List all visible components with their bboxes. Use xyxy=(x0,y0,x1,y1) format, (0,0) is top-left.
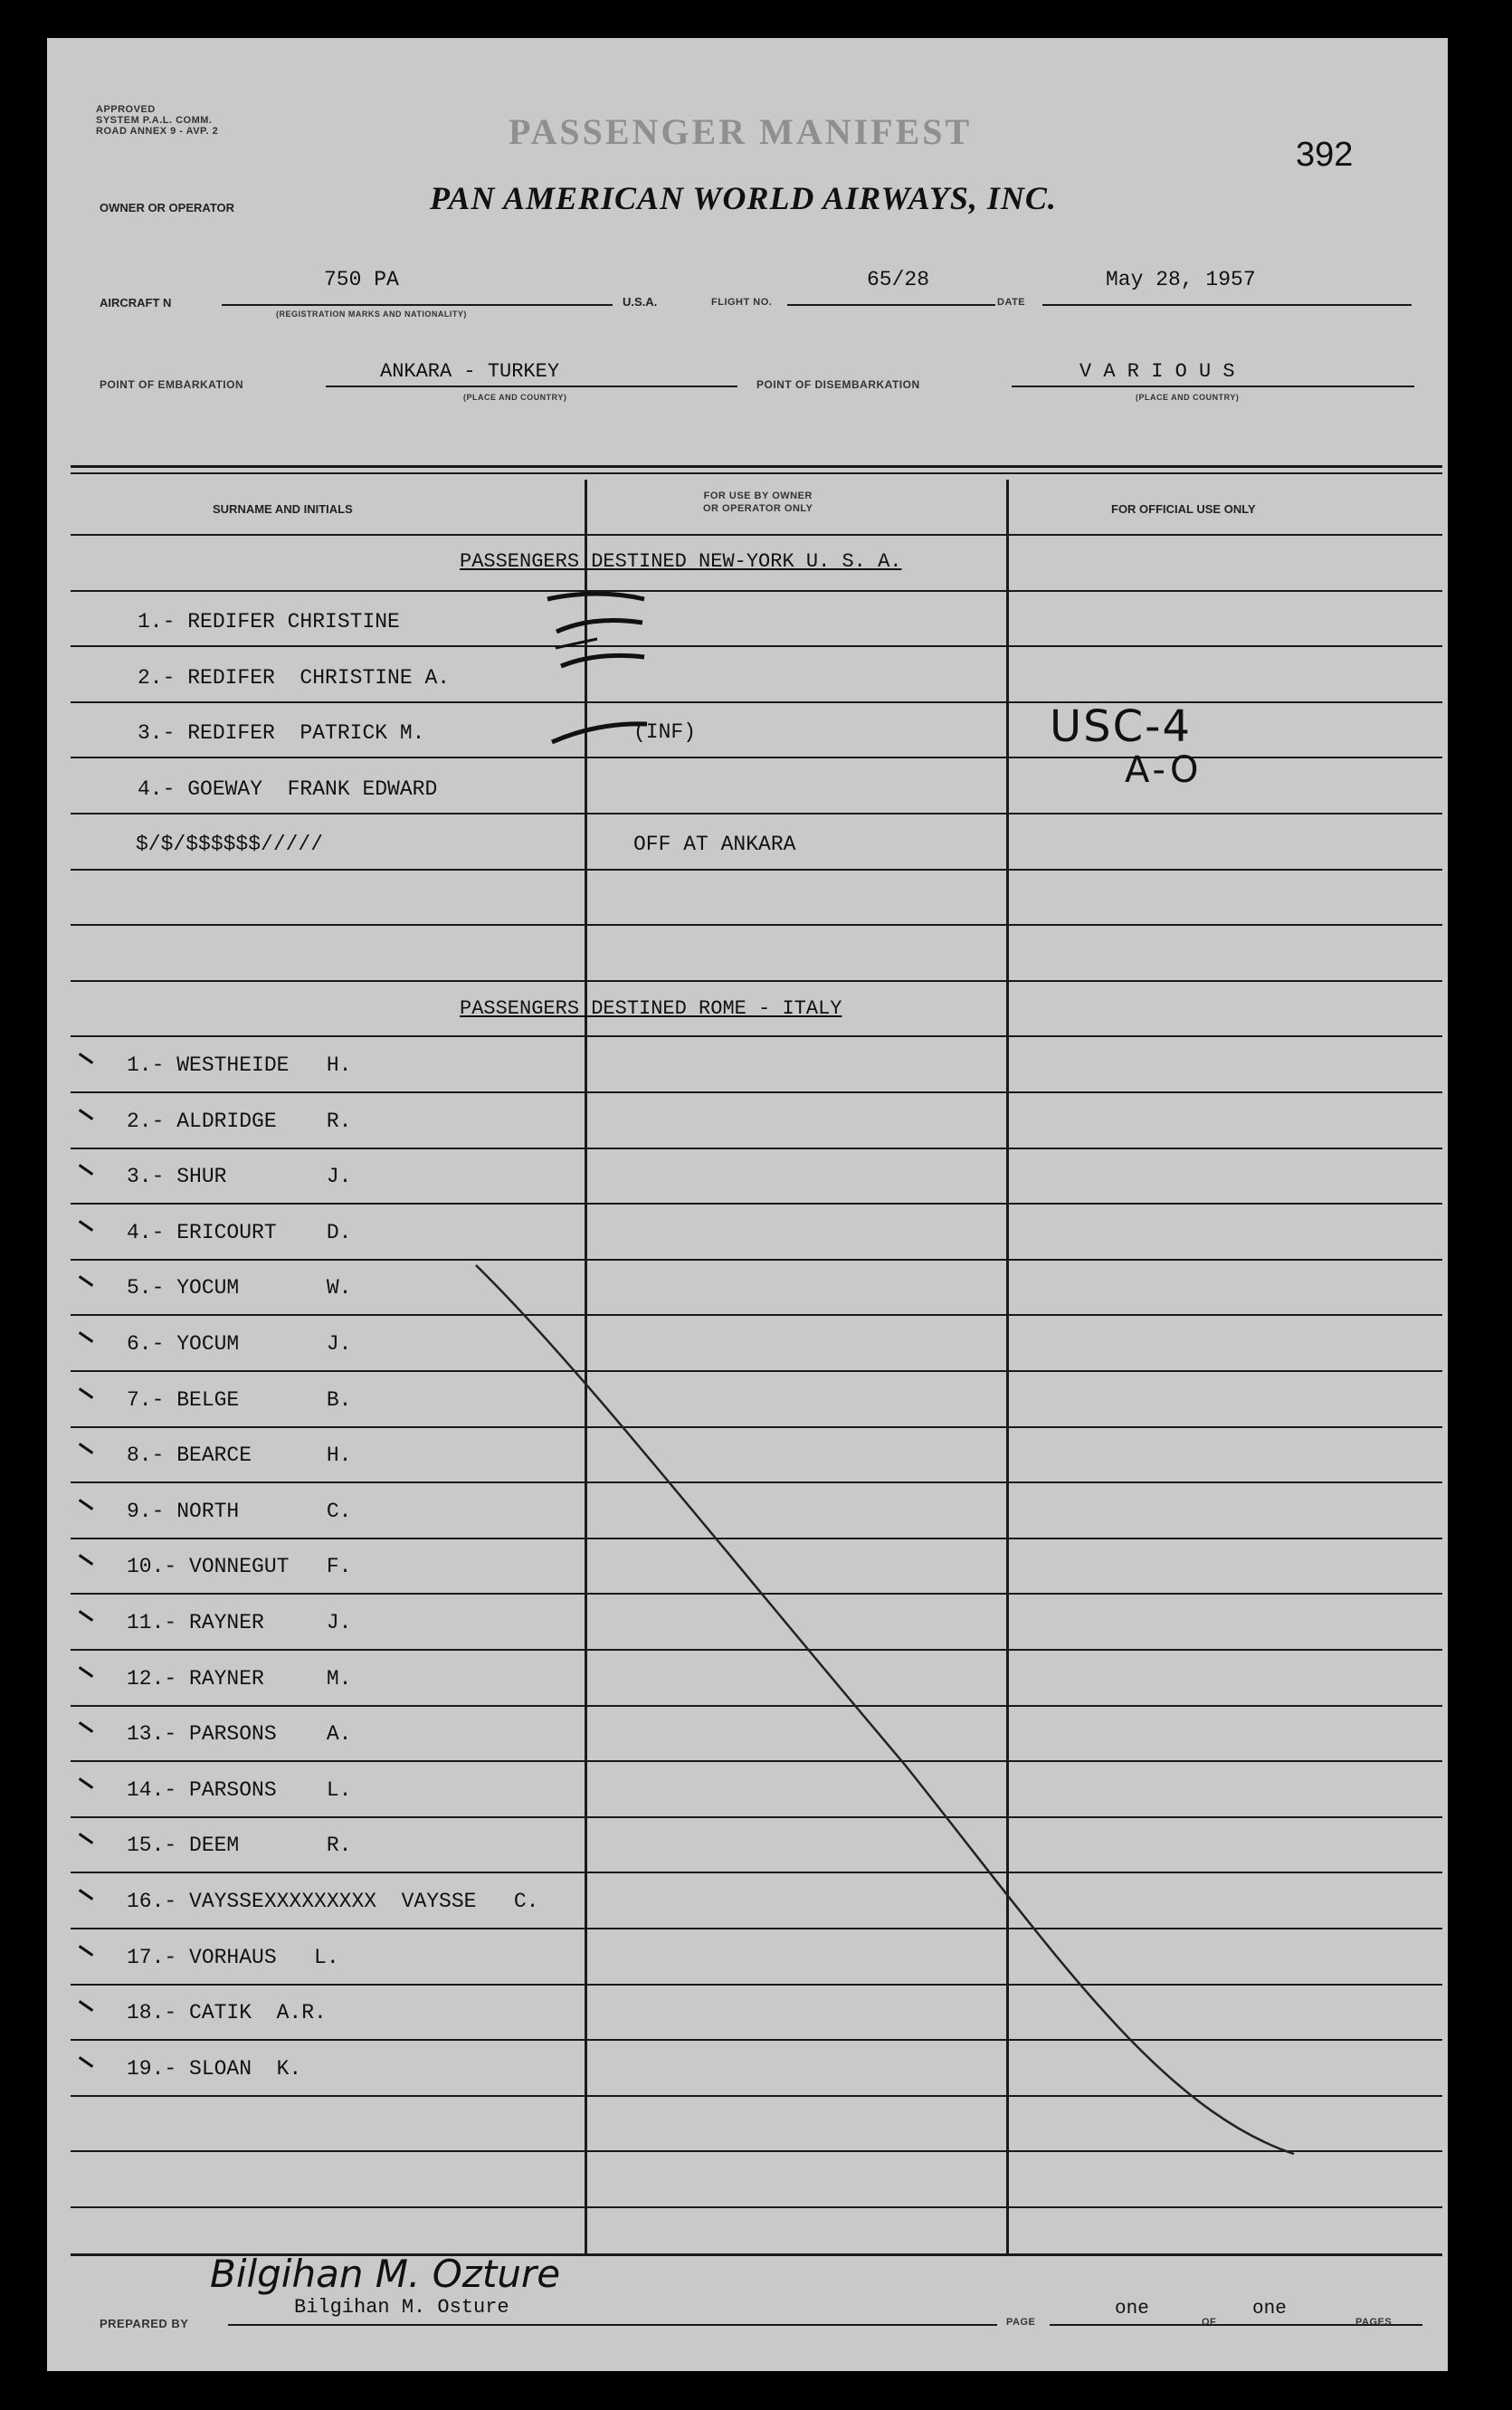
passenger-entry: 1.- WESTHEIDE H. xyxy=(127,1053,352,1077)
infant-note: (INF) xyxy=(633,720,697,744)
passenger-entry: 15.- DEEM R. xyxy=(127,1834,352,1857)
page-value: one xyxy=(1115,2299,1149,2320)
table-rule xyxy=(71,924,1442,926)
passenger-entry: 9.- NORTH C. xyxy=(127,1500,352,1523)
approval-line: ROAD ANNEX 9 - AVP. 2 xyxy=(96,126,219,137)
passenger-entry: 2.- REDIFER CHRISTINE A. xyxy=(138,666,451,690)
owner-use-column-header xyxy=(703,490,813,515)
embarkation-label: POINT OF EMBARKATION xyxy=(100,378,244,391)
of-label: OF xyxy=(1202,2317,1217,2328)
official-note-ao: A-O xyxy=(1125,749,1203,791)
passenger-entry: 18.- CATIK A.R. xyxy=(127,2001,327,2024)
owner-label: OWNER OR OPERATOR xyxy=(100,201,235,214)
disembarkation-value: V A R I O U S xyxy=(1079,360,1235,383)
passenger-entry: 8.- BEARCE H. xyxy=(127,1443,352,1467)
section-heading-new-york: PASSENGERS DESTINED NEW-YORK U. S. A. xyxy=(460,550,902,573)
official-use-column-header: FOR OFFICIAL USE ONLY xyxy=(1111,502,1256,516)
section-heading-rome: PASSENGERS DESTINED ROME - ITALY xyxy=(460,997,842,1020)
aircraft-value: 750 PA xyxy=(324,268,399,291)
passenger-entry: 7.- BELGE B. xyxy=(127,1388,352,1412)
table-rule xyxy=(71,701,1442,703)
cancellation-stroke xyxy=(471,1258,1303,2172)
form-title: PASSENGER MANIFEST xyxy=(509,111,973,152)
table-rule xyxy=(71,980,1442,982)
page-label: PAGE xyxy=(1006,2317,1036,2328)
pages-label: PAGES xyxy=(1355,2317,1393,2328)
owner-use-line: OR OPERATOR ONLY xyxy=(703,503,813,514)
passenger-entry: 1.- REDIFER CHRISTINE xyxy=(138,610,400,633)
passenger-entry: 5.- YOCUM W. xyxy=(127,1276,352,1300)
struck-entry: $/$/$$$$$$///// xyxy=(136,833,324,856)
passenger-entry: 10.- VONNEGUT F. xyxy=(127,1555,352,1578)
disembarkation-label: POINT OF DISEMBARKATION xyxy=(756,378,920,391)
off-at-ankara-note: OFF AT ANKARA xyxy=(633,833,796,856)
table-rule xyxy=(71,757,1442,758)
passenger-entry: 11.- RAYNER J. xyxy=(127,1611,352,1634)
table-rule xyxy=(71,1203,1442,1205)
passenger-entry: 2.- ALDRIDGE R. xyxy=(127,1110,352,1133)
flight-label: FLIGHT NO. xyxy=(711,297,773,308)
passenger-entry: 12.- RAYNER M. xyxy=(127,1667,352,1691)
flight-value: 65/28 xyxy=(867,268,930,291)
passenger-entry: 19.- SLOAN K. xyxy=(127,2057,302,2081)
passenger-entry: 17.- VORHAUS L. xyxy=(127,1946,339,1969)
prepared-by-label: PREPARED BY xyxy=(100,2317,189,2330)
registration-note: (REGISTRATION MARKS AND NATIONALITY) xyxy=(276,310,467,319)
place-note: (PLACE AND COUNTRY) xyxy=(1136,393,1240,402)
table-rule xyxy=(71,2206,1442,2208)
passenger-entry: 4.- ERICOURT D. xyxy=(127,1221,352,1244)
date-label: DATE xyxy=(997,297,1026,308)
table-rule xyxy=(71,869,1442,871)
usa-label: U.S.A. xyxy=(623,295,658,309)
approval-line: APPROVED xyxy=(96,104,156,115)
company-name: PAN AMERICAN WORLD AIRWAYS, INC. xyxy=(430,180,1057,216)
passenger-entry: 13.- PARSONS A. xyxy=(127,1722,352,1746)
prepared-by-value: Bilgihan M. Osture xyxy=(294,2296,509,2319)
signature: Bilgihan M. Ozture xyxy=(210,2252,561,2296)
table-rule xyxy=(71,645,1442,647)
passenger-entry: 14.- PARSONS L. xyxy=(127,1778,352,1802)
surname-column-header: SURNAME AND INITIALS xyxy=(213,502,353,516)
aircraft-label: AIRCRAFT N xyxy=(100,296,172,310)
table-rule xyxy=(71,590,1442,592)
passenger-entry: 3.- REDIFER PATRICK M. xyxy=(138,721,425,745)
passenger-entry: 4.- GOEWAY FRANK EDWARD xyxy=(138,777,438,801)
table-rule xyxy=(71,534,1442,536)
passenger-entry: 16.- VAYSSEXXXXXXXXX VAYSSE C. xyxy=(127,1890,539,1913)
check-marks xyxy=(543,579,651,796)
table-rule xyxy=(71,1148,1442,1149)
date-value: May 28, 1957 xyxy=(1106,268,1256,291)
passenger-entry: 3.- SHUR J. xyxy=(127,1165,352,1188)
embarkation-value: ANKARA - TURKEY xyxy=(380,360,560,383)
owner-use-line: FOR USE BY OWNER xyxy=(703,491,813,501)
approval-line: SYSTEM P.A.L. COMM. xyxy=(96,115,213,126)
table-rule xyxy=(71,1091,1442,1093)
place-note: (PLACE AND COUNTRY) xyxy=(463,393,567,402)
page-stamp-number: 392 xyxy=(1296,136,1354,174)
table-rule xyxy=(71,1035,1442,1037)
passenger-entry: 6.- YOCUM J. xyxy=(127,1332,352,1356)
table-rule xyxy=(71,813,1442,814)
approval-note xyxy=(96,104,218,137)
official-note-usc: USC-4 xyxy=(1050,701,1192,752)
of-value: one xyxy=(1252,2299,1287,2320)
